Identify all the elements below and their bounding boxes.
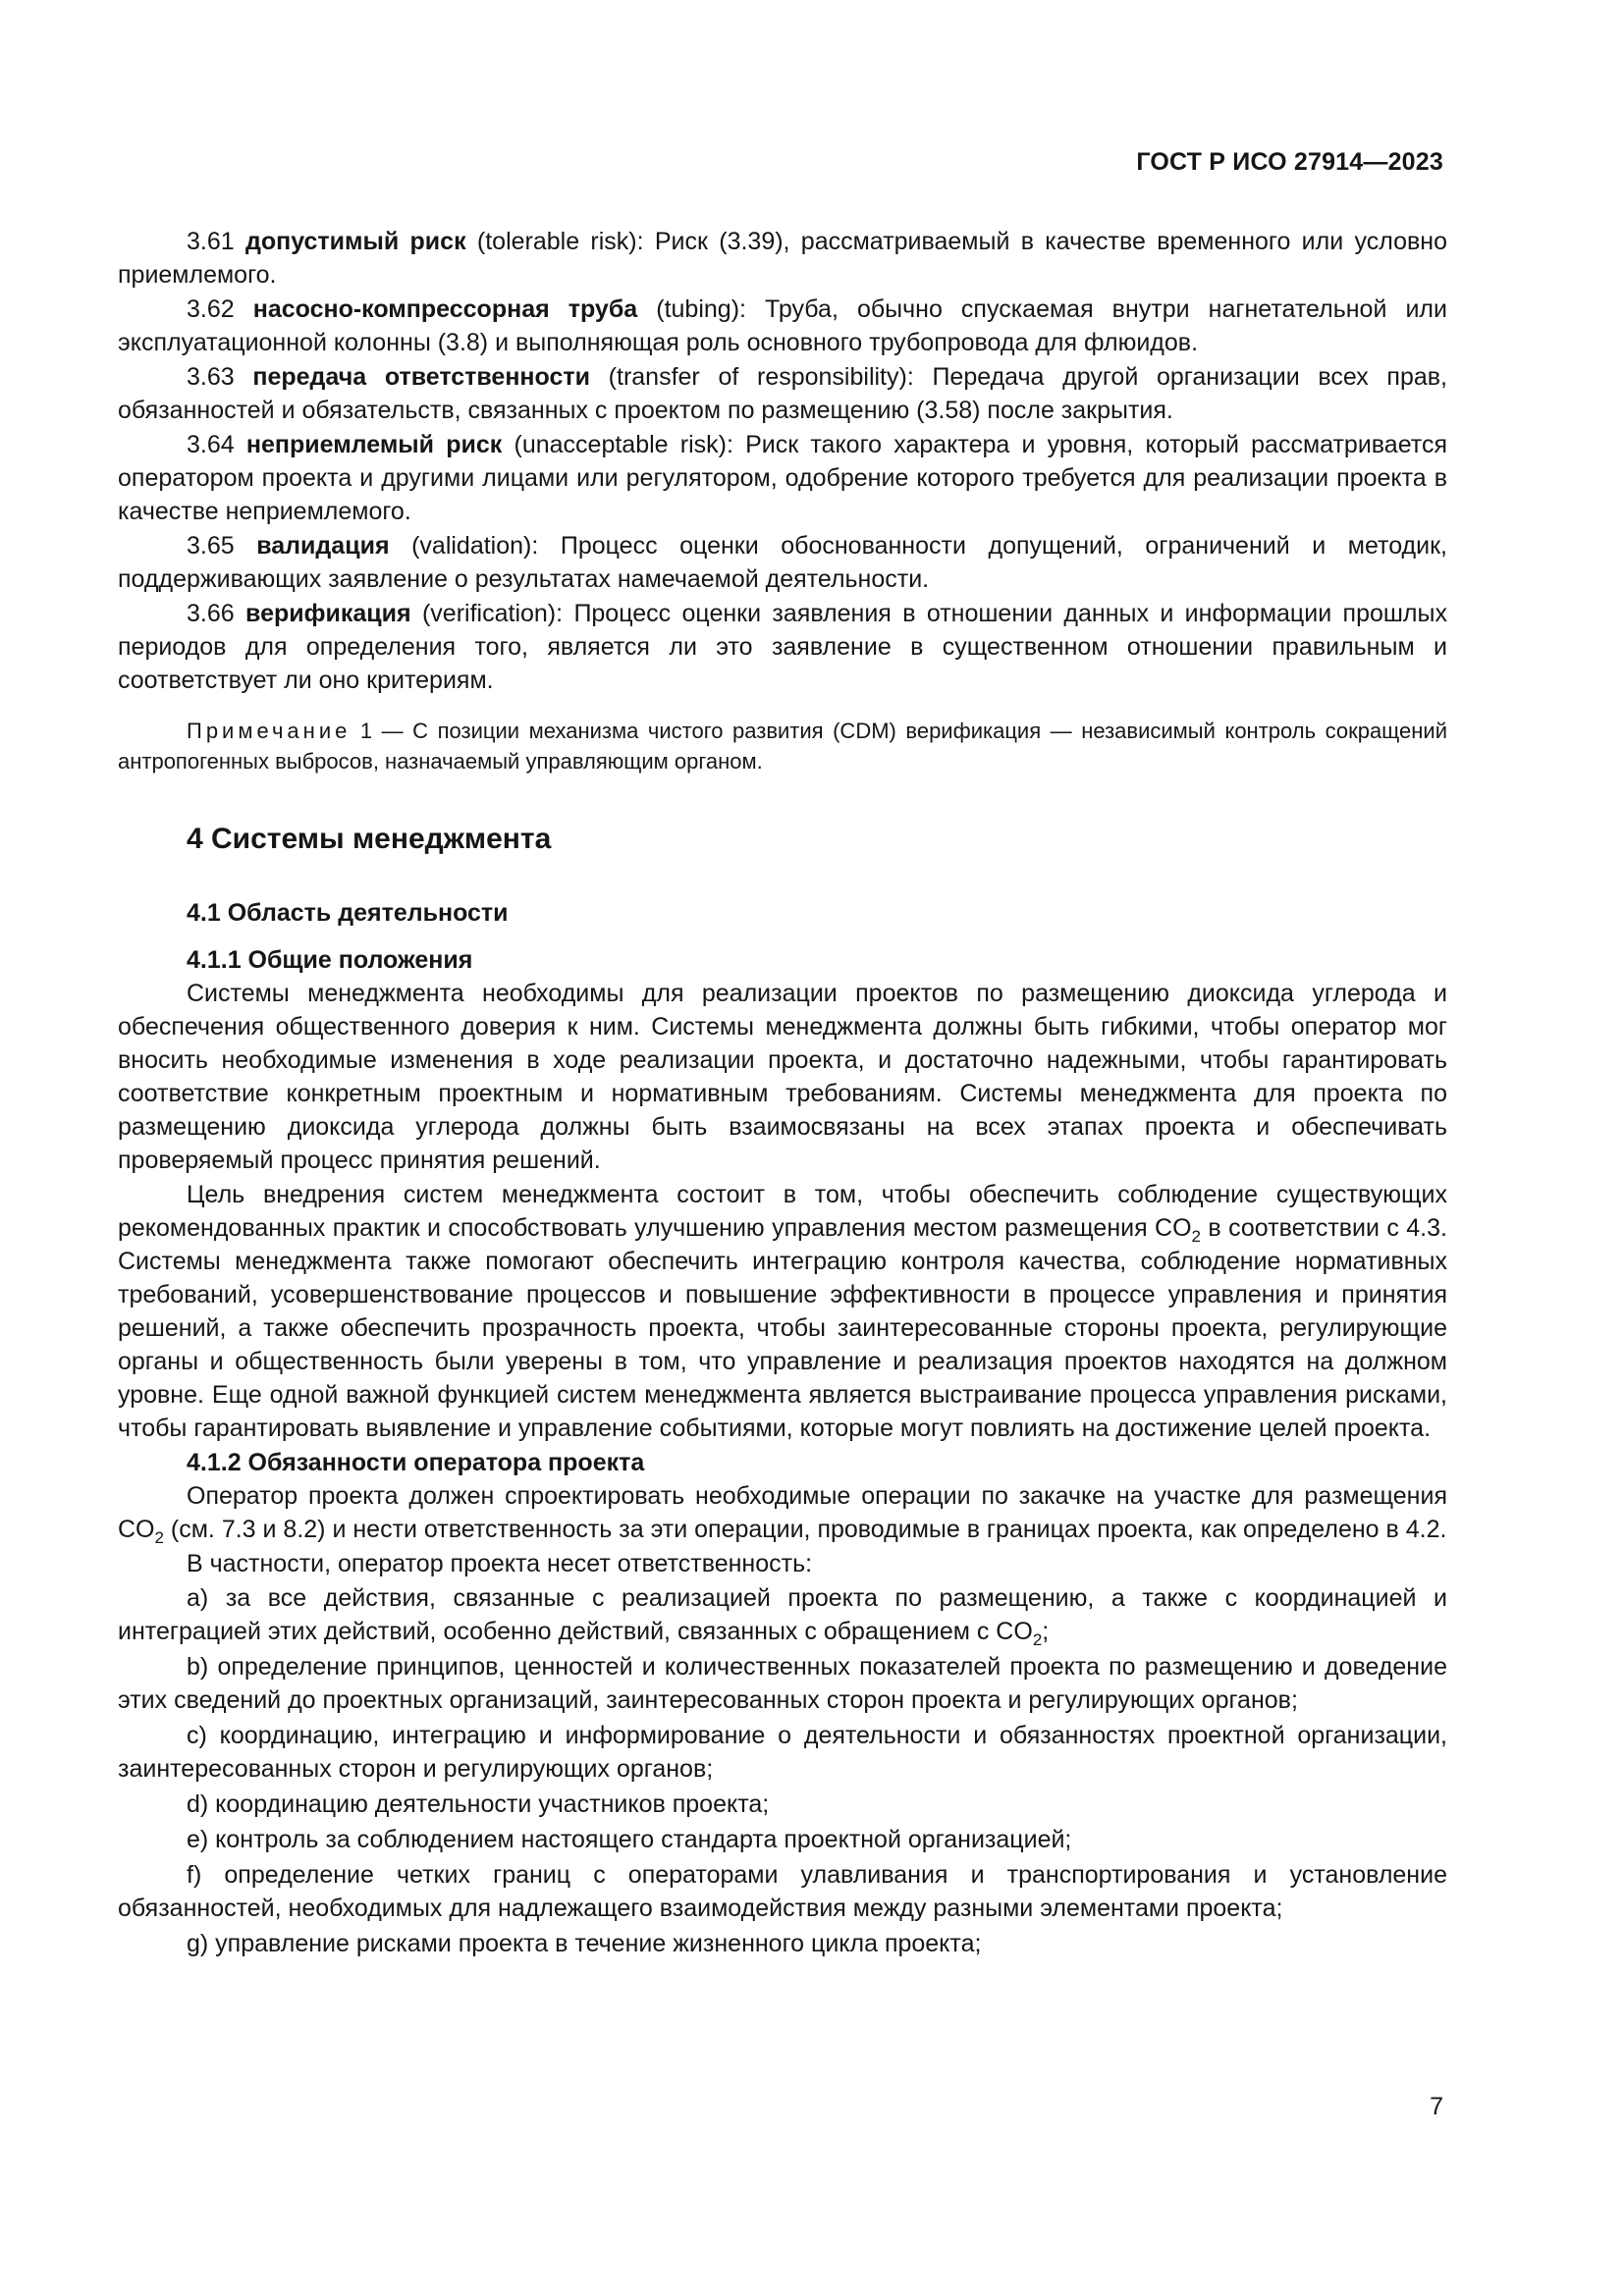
paragraph-4-1-1-first: Системы менеджмента необходимы для реализации проектов по размещению диоксида углерода и обеспечения общественного доверия к ним. Системы менеджмента должны быть гибкими, чтобы оператор мог вносить необходимые изменения в ходе реализации проекта, и достаточно надежными, чтобы гарантировать соответствие конкретным проектным и нормативным требованиям. Системы менеджмента для проекта по размещению диоксида углерода должны быть взаимосвязаны на всех этапах проекта и обеспечивать проверяемый процесс принятия решений. — [118, 980, 1447, 1174]
term-number: 3.65 — [187, 532, 235, 560]
paragraph-text: Оператор проекта должен спроектировать необходимые операции по закачке на участке для размещения CO — [118, 1482, 1447, 1543]
section-4-1-2-heading: 4.1.2 Обязанности оператора проекта — [187, 1449, 645, 1476]
term-number: 3.61 — [187, 228, 235, 255]
term-definition: (unacceptable risk): Риск такого характера и уровня, который рассматривается оператором проекта и другими лицами или регулятором, одобрение которого требуется для реализации проекта в качестве неприемлемого. — [118, 431, 1447, 525]
term-number: 3.66 — [187, 600, 235, 627]
paragraph-4-1-2-first — [118, 1479, 1447, 1546]
subscript-2: 2 — [154, 1528, 164, 1547]
term-definition: (tolerable risk): Риск (3.39), рассматриваемый в качестве временного или условно приемлемого. — [118, 228, 1447, 289]
document-code-header: ГОСТ Р ИСО 27914—2023 — [1136, 148, 1443, 176]
section-4-1-1-heading: 4.1.1 Общие положения — [187, 946, 473, 974]
term-name: валидация — [256, 532, 390, 560]
term-definition: (tubing): Труба, обычно спускаемая внутри нагнетательной или эксплуатационной колонны (3.8) и выполняющая роль основного трубопровода для флюидов. — [118, 295, 1447, 356]
list-item-text: a) за все действия, связанные с реализацией проекта по размещению, а также с координацией и интеграцией этих действий, особенно действий, связанных с обращением с CO — [118, 1584, 1447, 1645]
list-item-c: c) координацию, интеграцию и информирование о деятельности и обязанностях проектной организации, заинтересованных сторон и регулирующих органов; — [118, 1722, 1447, 1783]
term-entry-3-61 — [118, 225, 1447, 292]
section-4-1-heading: 4.1 Область деятельности — [187, 899, 509, 927]
list-item-g: g) управление рисками проекта в течение жизненного цикла проекта; — [187, 1930, 982, 1957]
term-entry-3-64 — [118, 428, 1447, 528]
term-number: 3.64 — [187, 431, 235, 458]
section-4-heading: 4 Системы менеджмента — [187, 823, 552, 855]
term-name: передача ответственности — [252, 363, 590, 391]
list-item-a — [118, 1581, 1447, 1648]
term-name: неприемлемый риск — [245, 431, 503, 458]
term-definition: (verification): Процесс оценки заявления в отношении данных и информации прошлых периодов для определения того, является ли это заявление в существенном отношении правильным и соответствует ли оно критериям. — [118, 600, 1447, 694]
term-name: верификация — [245, 600, 411, 627]
term-name: допустимый риск — [244, 228, 466, 255]
term-name: насосно-компрессорная труба — [252, 295, 638, 323]
subscript-2: 2 — [1032, 1630, 1043, 1649]
list-item-e: e) контроль за соблюдением настоящего стандарта проектной организацией; — [187, 1826, 1072, 1853]
paragraph-text: Цель внедрения систем менеджмента состоит в том, чтобы обеспечить соблюдение существующих рекомендованных практик и способствовать улучшению управления местом размещения CO — [118, 1181, 1447, 1242]
list-item-b: b) определение принципов, ценностей и количественных показателей проекта по размещению и доведение этих сведений до проектных организаций, заинтересованных сторон проекта и регулирующих органов; — [118, 1653, 1447, 1714]
term-number: 3.63 — [187, 363, 235, 391]
paragraph-4-1-1-second — [118, 1178, 1447, 1445]
note-paragraph — [118, 716, 1447, 776]
page-body — [118, 225, 1447, 1962]
list-item-f: f) определение четких границ с операторами улавливания и транспортирования и установление обязанностей, необходимых для надлежащего взаимодействия между разными элементами проекта; — [118, 1861, 1447, 1922]
note-text: 1 — С позиции механизма чистого развития (CDM) верификация — независимый контроль сокращений антропогенных выбросов, назначаемый управляющим органом. — [118, 719, 1447, 774]
list-item-text: ; — [1042, 1618, 1050, 1645]
term-entry-3-65 — [118, 529, 1447, 596]
term-number: 3.62 — [187, 295, 235, 323]
paragraph-text: в соответствии с 4.3. Системы менеджмента также помогают обеспечить интеграцию контроля качества, соблюдение нормативных требований, усовершенствование процессов и повышение эффективности в процессе управления и принятия решений, а также обеспечить прозрачность проекта, чтобы заинтересованные стороны проекта, регулирующие органы и общественность были уверены в том, что управление и реализация проектов находятся на должном уровне. Еще одной важной функцией систем менеджмента является выстраивание процесса управления рисками, чтобы гарантировать выявление и управление событиями, которые могут повлиять на достижение целей проекта. — [118, 1214, 1447, 1442]
term-entry-3-66 — [118, 597, 1447, 697]
note-label: Примечание — [187, 719, 352, 743]
subscript-2: 2 — [1191, 1227, 1202, 1246]
page-number: 7 — [1430, 2093, 1443, 2120]
term-definition: (transfer of responsibility): Передача другой организации всех прав, обязанностей и обязательств, связанных с проектом по размещению (3.58) после закрытия. — [118, 363, 1447, 424]
paragraph-text: (см. 7.3 и 8.2) и нести ответственность за эти операции, проводимые в границах проекта, как определено в 4.2. — [163, 1516, 1447, 1543]
term-entry-3-62 — [118, 293, 1447, 359]
paragraph-4-1-2-second: В частности, оператор проекта несет ответственность: — [187, 1550, 813, 1577]
list-item-d: d) координацию деятельности участников проекта; — [187, 1790, 770, 1818]
term-entry-3-63 — [118, 360, 1447, 427]
term-definition: (validation): Процесс оценки обоснованности допущений, ограничений и методик, поддерживающих заявление о результатах намечаемой деятельности. — [118, 532, 1447, 593]
